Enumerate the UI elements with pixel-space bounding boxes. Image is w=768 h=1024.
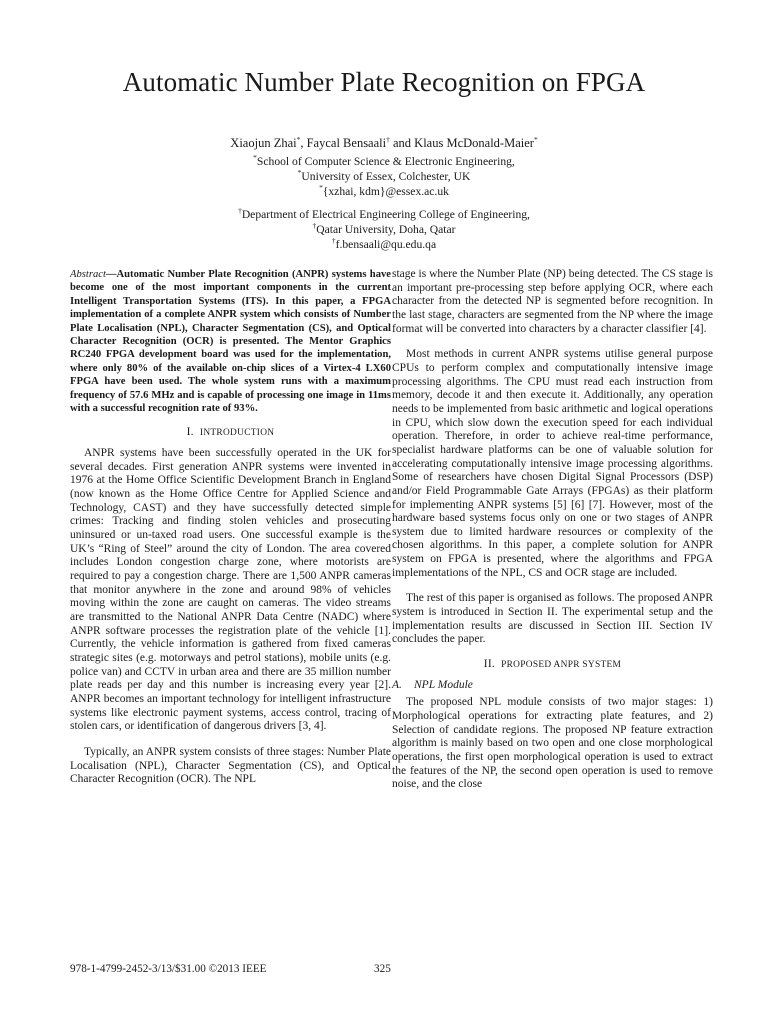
section-heading-introduction: I. INTRODUCTION	[186, 426, 275, 439]
page-number: 325	[374, 963, 391, 975]
author-mark: *	[533, 135, 538, 144]
intro-paragraph: Typically, an ANPR system consists of three stages: Number Plate Localisation (NPL), Character Segmentation (CS), and Optical Character Recognition (OCR). The NPL	[70, 745, 391, 786]
body-paragraph: The proposed NPL module consists of two major stages: 1) Morphological operations for extracting plate features, and 2) Selection of candidate regions. The proposed NP feature extraction algorithm is mainly based on two open and one close morphological operations, the first open morphological operation is used to extract the features of the NP, the second open operation is used to remove noise, and the close	[392, 696, 713, 791]
affiliation-email: *{xzhai, kdm}@essex.ac.uk	[319, 183, 449, 198]
paper-title: Automatic Number Plate Recognition on FPGA	[122, 67, 646, 97]
affiliation-mark: †	[312, 221, 317, 230]
author-mark: †	[386, 135, 390, 144]
body-paragraph: Most methods in current ANPR systems utilise general purpose CPUs to perform complex and computationally intensive image processing algorithms. The CPU must read each instruction from memory, decode it and then execute it. Additionally, any operation needs to be implemented from basic arithmetic and logical operations in CPU, which slow down the execution speed for each individual operation. Therefore, in order to achieve real-time performance, specialist hardware platforms can be one of valuable solution for accelerating computationally intensive image processing algorithms. Some of researchers have chosen Digital Signal Processors (DSP) and/or Field Programmable Gate Arrays (FPGAs) as their platform for implementing ANPR systems [5] [6] [7]. However, most of the hardware based systems focus only on one or two stages of ANPR system due to limited hardware resources or complexity of the chosen algorithms. In this paper, a complete solution for ANPR system on FPGA is presented, where the algorithms and FPGA implementations of the NPL, CS and OCR stage are included.	[392, 348, 713, 579]
abstract-body: —Automatic Number Plate Recognition (ANPR) systems have become one of the most important components in the current Intelligent Transportation Systems (ITS). In this paper, a FPGA implementation of a complete ANPR system which consists of Number Plate Localisation (NPL), Character Segmentation (CS), and Optical Character Recognition (OCR) is presented. The Mentor Graphics RC240 FPGA development board was used for the implementation, where only 80% of the available on-chip slices of a Virtex-4 LX60 FPGA have been used. The whole system runs with a maximum frequency of 57.6 MHz and is capable of processing one image in 11ms with a successful recognition rate of 93%.	[70, 269, 391, 415]
affiliation-line: †Qatar University, Doha, Qatar	[312, 221, 456, 236]
author-name: Xiaojun Zhai	[230, 136, 297, 150]
affiliation-mark: *	[253, 153, 257, 162]
affiliation-mark: †	[331, 236, 336, 245]
affiliation-mark: *	[319, 183, 323, 192]
intro-paragraph: ANPR systems have been successfully operated in the UK for several decades. First generation ANPR systems were invented in 1976 at the Home Office Scientific Development Branch in England (now known as the Home Office Centre for Applied Science and Technology, CAST) and they have successfully detected simple crimes: Tracking and finding stolen vehicles and prosecuting uninsured or un-taxed road users. One successful example is the UK’s “Ring of Steel” around the city of London. The area covered includes London congestion charge zone, where motorists are required to pay a congestion charge. There are 1,500 ANPR cameras that monitor anywhere in the zone and around 98% of vehicles moving within the zone are caught on cameras. The video streams are transmitted to the National ANPR Data Centre (NADC) where ANPR software processes the registration plate of the vehicle [1]. Currently, the vehicle information is gathered from fixed cameras strategic sites (e.g. motorways and petrol stations), mobile units (e.g. police van) and CCTV in urban area and there are 35 million number plate reads per day and this number is increasing every year [2]. ANPR becomes an important technology for intelligent infrastructure systems like electronic payment systems, access control, tracing of stolen cars, or identification of dangerous drivers [3, 4].	[70, 447, 391, 733]
affiliation-mark: †	[238, 206, 242, 215]
affiliation-line: †Department of Electrical Engineering College of Engineering,	[238, 206, 530, 221]
affiliation-line: *School of Computer Science & Electronic Engineering,	[253, 153, 515, 168]
copyright-notice: 978-1-4799-2452-3/13/$31.00 ©2013 IEEE	[70, 963, 267, 975]
author-name: Klaus McDonald-Maier	[414, 136, 534, 150]
author-name: Faycal Bensaali	[306, 136, 387, 150]
author-joiner: and	[389, 136, 415, 150]
right-column	[392, 268, 713, 792]
author-list	[0, 136, 768, 152]
left-column	[70, 268, 391, 787]
author-mark: *	[296, 135, 301, 144]
affiliation-line: *University of Essex, Colchester, UK	[297, 168, 471, 183]
abstract	[70, 268, 391, 415]
abstract-lead: Abstract	[70, 269, 106, 280]
subsection-heading-npl: A. NPL Module	[392, 678, 473, 691]
author-separator: ,	[300, 136, 307, 150]
affiliation-essex	[0, 154, 768, 199]
affiliation-email: †f.bensaali@qu.edu.qa	[331, 236, 437, 251]
body-paragraph: The rest of this paper is organised as follows. The proposed ANPR system is introduced in Section II. The experimental setup and the implementation results are discussed in Section III. Section IV concludes the paper.	[392, 592, 713, 646]
section-heading-proposed-system: II. PROPOSED ANPR SYSTEM	[483, 658, 622, 671]
body-paragraph: stage is where the Number Plate (NP) being detected. The CS stage is an important pre-processing step before applying OCR, where each character from the detected NP is segmented before recognition. In the last stage, characters are segmented from the NP where the image format will be converted into characters by a character classifier [4].	[392, 268, 713, 335]
affiliation-mark: *	[297, 168, 302, 177]
affiliation-qatar	[0, 207, 768, 252]
